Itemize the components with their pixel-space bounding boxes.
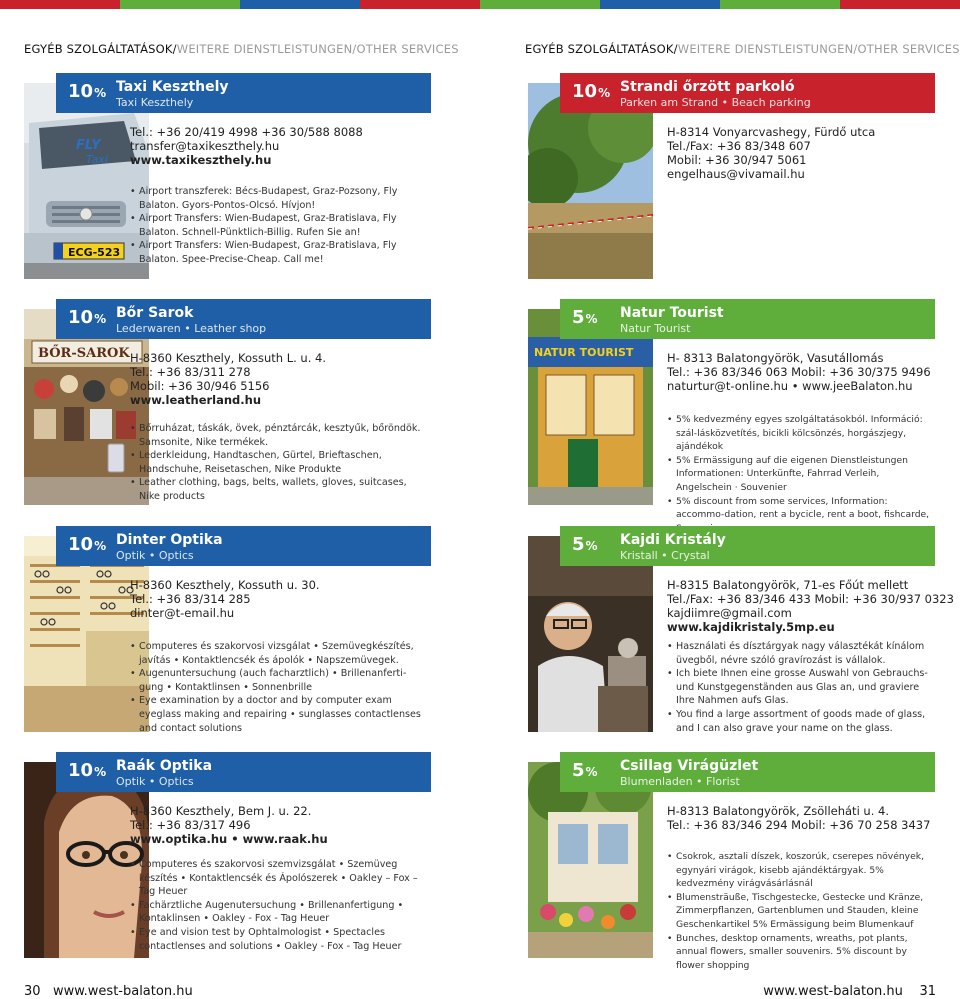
business-subtitle: Optik • Optics [116,775,194,788]
contact-phone: Tel.: +36 83/311 278 [130,365,251,379]
contact-address: H-8315 Balatongyörök, 71-es Főút mellett [667,578,909,592]
business-name: Taxi Keszthely [116,79,229,95]
contact-address: H- 8313 Balatongyörök, Vasutállomás [667,351,884,365]
description-list [130,858,430,953]
description-item: • Használati és dísztárgyak nagy választékát kínálom üvegből, névre szóló gravírozást is vállalok. [667,640,937,667]
footer-url[interactable]: www.west-balaton.hu [763,984,903,999]
percent-sign: % [598,86,611,100]
business-name: Natur Tourist [620,305,724,321]
contact-address: H-8314 Vonyarcvashegy, Fürdő utca [667,125,876,139]
discount-badge [572,534,598,557]
description-item: • Csokrok, asztali díszek, koszorúk, cserepes növények, egynyári virágok, kisebb ajándéktárgyak. 5% kedvezmény virágvásárlásnál [667,850,937,891]
description-item: • Lederkleidung, Handtaschen, Gürtel, Brieftaschen, Handschuhe, Reisetaschen, Nike Produkte [130,449,430,476]
svg-text:Taxi: Taxi [86,153,108,166]
listing-raak-optika [24,752,434,964]
listing-csillag-viraguzlet [528,752,938,971]
bar-red-3 [840,0,960,9]
discount-value: 10 [68,760,94,781]
contact-block [667,578,960,634]
bar-blue-2 [600,0,720,9]
description-item: • Computeres és szakorvosi szemvizsgálat • Szemüveg készítés • Kontaktlencsék és Ápolószerek • Oakley – Fox – Tag Heuer [130,858,430,899]
listing-strandi-parkolo [528,73,938,285]
discount-badge [68,307,106,330]
footer-url[interactable]: www.west-balaton.hu [52,984,193,999]
description-item: • Ich biete Ihnen eine grosse Auswahl von Gebrauchs-und Kunstgegenständen aus Glas an, und graviere Ihre Nahmen aufs Glas. [667,667,937,708]
contact-email: dinter@t-email.hu [130,606,235,620]
contact-website: www.kajdikristaly.5mp.eu [667,620,835,634]
listing-header [56,752,431,792]
left-section-title [24,42,459,56]
bar-green-2 [480,0,600,9]
contact-phone: Tel./Fax: +36 83/348 607 [667,139,811,153]
contact-email: kajdiimre@gmail.com [667,606,792,620]
description-item: • 5% kedvezmény egyes szolgáltatásokból. Információ: szál-lásközvetítés, bicikli kölcsönzés, horgászjegy, ajándékok [667,413,937,454]
business-name: Bőr Sarok [116,305,194,321]
business-subtitle: Taxi Keszthely [116,96,194,109]
contact-address: H-8360 Keszthely, Kossuth L. u. 4. [130,351,326,365]
left-footer [24,984,193,999]
percent-sign: % [585,312,598,326]
contact-block [130,804,430,846]
contact-phone: Tel.: +36 83/346 063 Mobil: +36 30/375 9496 [667,365,931,379]
business-name: Strandi őrzött parkoló [620,79,795,95]
page-number: 30 [24,984,41,999]
listing-dinter-optika [24,526,434,738]
description-item: • Leather clothing, bags, belts, wallets, gloves, suitcases, Nike products [130,476,430,503]
description-list [667,850,937,972]
listing-header [56,526,431,566]
contact-mobile: Mobil: +36 30/946 5156 [130,379,270,393]
bar-green [120,0,240,9]
contact-email: transfer@taxikeszthely.hu [130,139,280,153]
description-list [667,413,937,535]
business-subtitle: Blumenladen • Florist [620,775,740,788]
contact-email-website: naturtur@t-online.hu • www.jeeBalaton.hu [667,379,913,393]
description-item: • 5% discount from some services, Information: accommo-dation, rent a bycicle, rent a boot, fishcarde, [667,495,937,536]
contact-block [130,578,430,620]
section-title-sub: WEITERE DIENSTLEISTUNGEN/OTHER SERVICES [677,42,960,56]
description-item: • Bunches, desktop ornaments, wreaths, pot plants, annual flowers, smaller souvenirs. 5% discount by flower shopping [667,932,937,973]
listing-taxi-keszthely [24,73,434,285]
discount-badge [572,307,598,330]
right-section-title [525,42,960,56]
description-item: • Eye and vision test by Ophtalmologist • Spectacles contactlenses and solutions • Oakley - Fox - Tag Heuer [130,926,430,953]
listing-bor-sarok [24,299,434,511]
discount-badge [68,81,106,104]
discount-badge [68,534,106,557]
contact-phone: Tel.: +36 83/346 294 Mobil: +36 70 258 3437 [667,818,931,832]
business-name: Raák Optika [116,758,213,774]
business-name: Csillag Virágüzlet [620,758,759,774]
contact-website: www.leatherland.hu [130,393,262,407]
section-title-sub: WEITERE DIENSTLEISTUNGEN/OTHER SERVICES [176,42,459,56]
contact-address: H-8313 Balatongyörök, Zsölleháti u. 4. [667,804,889,818]
business-name: Kajdi Kristály [620,532,726,548]
percent-sign: % [94,86,107,100]
listing-natur-tourist [528,299,938,521]
description-item: • Airport Transfers: Wien-Budapest, Graz-Bratislava, Fly Balaton. Spee-Precise-Cheap. Call me! [130,239,430,266]
contact-address: H-8360 Keszthely, Bem J. u. 22. [130,804,312,818]
percent-sign: % [585,539,598,553]
contact-mobile: Mobil: +36 30/947 5061 [667,153,807,167]
top-color-bar [0,0,960,9]
contact-phone: Tel.: +36 20/419 4998 +36 30/588 8088 [130,125,363,139]
listing-header [560,299,935,339]
contact-website: www.optika.hu • www.raak.hu [130,832,328,846]
listing-header [560,752,935,792]
description-item: • Airport transzferek: Bécs-Budapest, Graz-Pozsony, Fly Balaton. Gyors-Pontos-Olcsó. Hívjon! [130,185,430,212]
business-subtitle: Natur Tourist [620,322,691,335]
kiosk-sign-text: NATUR TOURIST [534,346,634,359]
percent-sign: % [585,765,598,779]
description-item: • Bőrruházat, táskák, övek, pénztárcák, kesztyűk, bőröndök. Samsonite, Nike termékek. [130,422,430,449]
listing-header [56,299,431,339]
contact-email: engelhaus@vivamail.hu [667,167,805,181]
contact-block [130,125,430,167]
percent-sign: % [94,312,107,326]
license-plate-text: ECG-523 [68,246,121,259]
bar-green-3 [720,0,840,9]
discount-value: 5 [572,534,585,555]
business-subtitle: Optik • Optics [116,549,194,562]
discount-value: 5 [572,760,585,781]
percent-sign: % [94,765,107,779]
business-subtitle: Kristall • Crystal [620,549,710,562]
business-name: Dinter Optika [116,532,223,548]
discount-value: 10 [68,81,94,102]
description-item: • Eye examination by a doctor and by computer exam eyeglass making and repairing • sunglasses contactlenses and contact solutions [130,694,430,735]
contact-website: www.taxikeszthely.hu [130,153,272,167]
listing-kajdi-kristaly [528,526,954,738]
description-item: • Airport Transfers: Wien-Budapest, Graz-Bratislava, Fly Balaton. Schnell-Pünktlich-Billig. Rufen Sie an! [130,212,430,239]
shop-sign-text: BŐR-SAROK [38,346,130,361]
business-subtitle: Lederwaren • Leather shop [116,322,267,335]
description-list [130,640,430,735]
discount-value: 10 [68,307,94,328]
bar-red [0,0,120,9]
contact-phone: Tel.: +36 83/317 496 [130,818,251,832]
description-item: • Blumensträuße, Tischgestecke, Gestecke und Kränze, Zimmerpflanzen, Gartenblumen und Stauden, kleine Geschenkartikel 5% Ermässigung beim Blumenkauf [667,891,937,932]
description-list [130,185,430,267]
section-title-main: EGYÉB SZOLGÁLTATÁSOK/ [525,42,678,56]
discount-value: 5 [572,307,585,328]
description-item: • 5% Ermässigung auf die eigenen Dienstleistungen Informationen: Unterkünfte, Fahrrad Verleih, Angelschein · Souvenier [667,454,937,495]
bar-blue [240,0,360,9]
description-item: • Fachärztliche Augenutersuchung • Brillenanfertigung • Kontaklinsen • Oakley - Fox - Tag Heuer [130,899,430,926]
contact-block [667,351,960,393]
listing-header [56,73,431,113]
contact-block [667,125,960,181]
svg-text:FLY: FLY [76,138,101,153]
contact-phone: Tel./Fax: +36 83/346 433 Mobil: +36 30/937 0323 [667,592,954,606]
bar-red-2 [360,0,480,9]
discount-badge [68,760,106,783]
discount-value: 10 [68,534,94,555]
contact-phone: Tel.: +36 83/314 285 [130,592,251,606]
discount-badge [572,81,610,104]
right-footer [763,984,936,999]
description-item: • Computeres és szakorvosi vizsgálat • Szemüvegkészítés, javítás • Kontaktlencsék és ápolók • Napszemüvegek. [130,640,430,667]
listing-header [560,526,935,566]
section-title-main: EGYÉB SZOLGÁLTATÁSOK/ [24,42,177,56]
business-subtitle: Parken am Strand • Beach parking [620,96,811,109]
description-list [130,422,430,504]
contact-address: H-8360 Keszthely, Kossuth u. 30. [130,578,320,592]
listing-header [560,73,935,113]
description-item: • Augenuntersuchung (auch facharztlich) • Brillenanferti-gung • Kontaktlinsen • Sonnenbrille [130,667,430,694]
contact-block [667,804,960,832]
contact-block [130,351,430,407]
percent-sign: % [94,539,107,553]
description-item: • You find a large assortment of goods made of glass, and I can also grave your name on the glass. [667,708,937,735]
description-list [667,640,937,735]
discount-value: 10 [572,81,598,102]
discount-badge [572,760,598,783]
page-number: 31 [919,984,936,999]
